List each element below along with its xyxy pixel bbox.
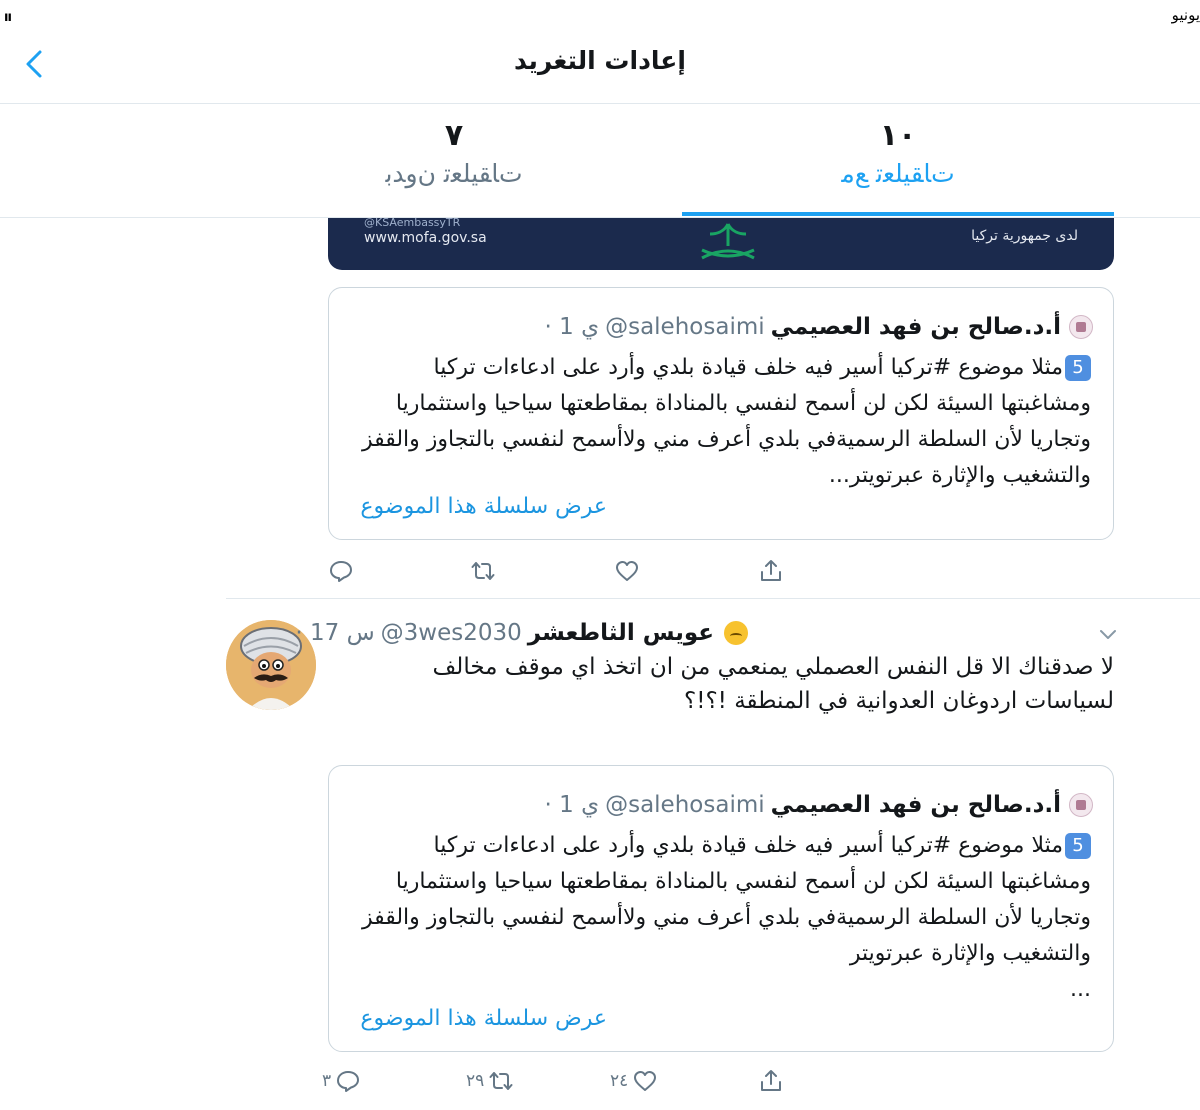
- tab-label: تﺎﻘﻴﻠﻌﺗ ﻊﻣ: [841, 159, 955, 188]
- avatar: [1069, 793, 1093, 817]
- quoted-tweet-header: [545, 790, 1094, 820]
- share-button[interactable]: [758, 1066, 784, 1096]
- quoted-tweet-header: [545, 312, 1094, 342]
- retweet-count: ٢٩: [466, 1071, 485, 1091]
- author-handle[interactable]: @3wes2030: [380, 620, 522, 646]
- retweet-button[interactable]: [470, 556, 500, 586]
- page-title: إعادات التغريد: [514, 46, 686, 75]
- status-date: يونيو: [1171, 6, 1200, 24]
- like-button[interactable]: [610, 1066, 658, 1096]
- tweet-menu-button[interactable]: [1096, 622, 1120, 646]
- keycap-badge: 5: [1065, 355, 1091, 381]
- timestamp: · 1 ي: [544, 314, 600, 340]
- like-icon: [614, 558, 640, 584]
- quoted-body: مثلا موضوع #تركيا أسير فيه خلف قيادة بلدي وأرد على ادعاءات تركيا ومشاغبتها السيئة لكن لن أسمح لنفسي بالمناداة بمقاطعتها سياحيا واستثماريا وتجاريا لأن السلطة الرسميةفي بلدي أعرف مني ولاأسمح لنفسي بالتجاوز والقفز والتشغيب والإثارة عبرتويتر...: [361, 355, 1091, 488]
- timestamp: · 1 ي: [544, 792, 600, 818]
- palm-swords-emblem-icon: [688, 222, 768, 266]
- quoted-tweet[interactable]: [328, 765, 1114, 1052]
- tab-label: تﺎﻘﻴﻠﻌﺗ نﻭﺪﺑ: [385, 159, 523, 188]
- quoted-tweet-text: [347, 828, 1091, 1008]
- share-icon: [758, 558, 784, 584]
- tweet-divider: [226, 598, 1200, 599]
- author-name[interactable]: عويس الثاطعشر: [527, 620, 714, 646]
- tab-count: ٧: [444, 118, 464, 153]
- top-bar: [0, 0, 1200, 104]
- retweet-icon: [470, 558, 496, 584]
- retweet-button[interactable]: [466, 1066, 514, 1096]
- tweet-image[interactable]: [328, 218, 1114, 270]
- avatar: [1069, 315, 1093, 339]
- tab-bar: [0, 104, 1200, 218]
- reply-button[interactable]: [322, 1066, 361, 1096]
- quoted-tweet[interactable]: [328, 287, 1114, 540]
- reply-icon: [328, 558, 354, 584]
- reply-button[interactable]: [328, 556, 358, 586]
- author-handle: @salehosaimi: [605, 792, 765, 818]
- tab-count: ١٠: [879, 118, 917, 153]
- tab-without-comments[interactable]: [226, 104, 682, 218]
- keycap-badge: 5: [1065, 833, 1091, 859]
- tweet-text: لا صدقناك الا قل النفس العصملي يمنعمي من ان اتخذ اي موقف مخالف لسياسات اردوغان العدوانية في المنطقة !؟!؟: [432, 654, 1114, 714]
- like-icon: [632, 1068, 658, 1094]
- tweet-header: [295, 618, 748, 648]
- show-thread-link[interactable]: عرض سلسلة هذا الموضوع: [360, 494, 607, 519]
- reply-count: ٣: [322, 1071, 332, 1091]
- author-name: أ.د.صالح بن فهد العصيمي: [770, 314, 1061, 340]
- retweet-icon: [488, 1068, 514, 1094]
- share-icon: [758, 1068, 784, 1094]
- like-button[interactable]: [614, 556, 644, 586]
- tweet-actions: [328, 556, 788, 586]
- truncation-ellipsis: ...: [1070, 977, 1091, 1002]
- tab-with-comments[interactable]: [682, 104, 1114, 218]
- image-org-text: لدى جمهورية تركيا: [971, 228, 1078, 244]
- share-button[interactable]: [758, 556, 784, 586]
- upside-down-face-icon: [724, 621, 748, 645]
- quoted-body: مثلا موضوع #تركيا أسير فيه خلف قيادة بلدي وأرد على ادعاءات تركيا ومشاغبتها السيئة لكن لن أسمح لنفسي بالمناداة بمقاطعتها سياحيا واستثماريا وتجاريا لأن السلطة الرسميةفي بلدي أعرف مني ولاأسمح لنفسي بالتجاوز والقفز والتشغيب والإثارة عبرتويتر: [361, 833, 1091, 966]
- author-name: أ.د.صالح بن فهد العصيمي: [770, 792, 1061, 818]
- show-thread-link[interactable]: عرض سلسلة هذا الموضوع: [360, 1006, 607, 1031]
- tweet-actions: [322, 1066, 788, 1096]
- like-count: ٢٤: [610, 1071, 629, 1091]
- image-url-text: www.mofa.gov.sa: [364, 230, 487, 246]
- author-handle: @salehosaimi: [605, 314, 765, 340]
- quoted-tweet-text: [347, 350, 1091, 494]
- chevron-down-icon: [1096, 622, 1120, 646]
- active-tab-indicator: [682, 212, 1114, 216]
- timestamp[interactable]: · 17 س: [295, 620, 375, 646]
- image-handle-text: @KSAembassyTR: [364, 218, 461, 229]
- reply-icon: [335, 1068, 361, 1094]
- signal-indicator: ıı: [4, 10, 11, 25]
